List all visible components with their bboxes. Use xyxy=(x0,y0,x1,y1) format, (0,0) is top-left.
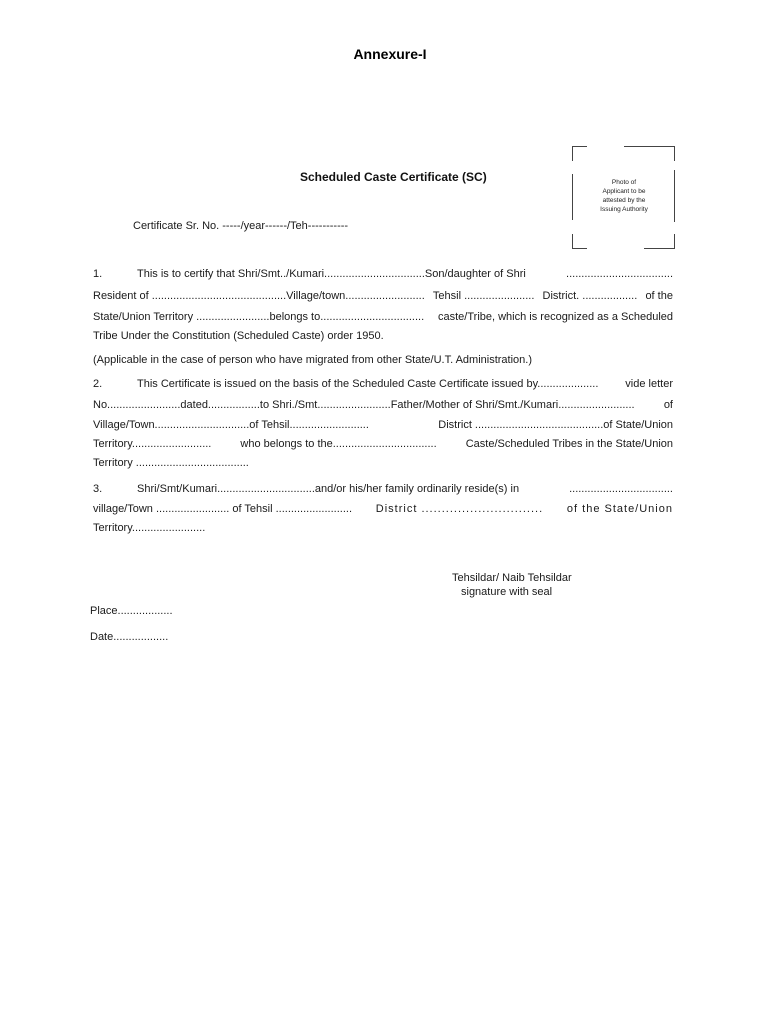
para2-number: 2. xyxy=(93,378,103,390)
certificate-title: Scheduled Caste Certificate (SC) xyxy=(300,170,487,184)
certificate-serial-number: Certificate Sr. No. -----/year------/Teh----------- xyxy=(133,220,349,232)
signature-note: signature with seal xyxy=(461,586,553,598)
signature-title: Tehsildar/ Naib Tehsildar xyxy=(452,572,572,584)
para3-line1: 3. Shri/Smt/Kumari................................and/or his/her family ordinarily reside(s) in .................................. xyxy=(93,483,673,495)
para3-line2: village/Town ........................ of Tehsil ......................... District .............................. of the State/Union xyxy=(93,503,673,515)
para1-note: (Applicable in the case of person who have migrated from other State/U.T. Administration.) xyxy=(93,354,532,366)
place-field: Place.................. xyxy=(90,605,173,617)
para1-line1: 1. This is to certify that Shri/Smt../Kumari.................................Son/daughter of Shri ................................... xyxy=(93,268,673,280)
para2-line3: Village/Town...............................of Tehsil.......................... District ..........................................of State/Union xyxy=(93,419,673,431)
para3-line3: Territory........................ xyxy=(93,522,206,534)
signature-block xyxy=(452,571,572,599)
date-field: Date.................. xyxy=(90,631,169,643)
para1-line2: Resident of ............................................Village/town.......................... Tehsil ....................... District. .................. of the xyxy=(93,290,673,302)
para1-line4: Tribe Under the Constitution (Scheduled Caste) order 1950. xyxy=(93,330,384,342)
photo-box-text: Photo of Applicant to be attested by the Issuing Authority xyxy=(600,179,648,213)
para2-line4: Territory.......................... who belongs to the.................................. Caste/Scheduled Tribes in the State/Union xyxy=(93,438,673,450)
para1-line3: State/Union Territory ........................belongs to.................................. caste/Tribe, which is recognized as a Scheduled xyxy=(93,311,673,323)
annexure-heading: Annexure-I xyxy=(353,46,427,62)
photo-box xyxy=(572,146,675,249)
para1-number: 1. xyxy=(93,268,103,280)
para2-line2: No........................dated.................to Shri./Smt........................Father/Mother of Shri/Smt./Kumari......................... of xyxy=(93,399,673,411)
para2-line5: Territory ..................................... xyxy=(93,457,249,469)
para2-line1: 2. This Certificate is issued on the basis of the Scheduled Caste Certificate issued by.................... vide letter xyxy=(93,378,673,390)
para3-number: 3. xyxy=(93,483,103,495)
